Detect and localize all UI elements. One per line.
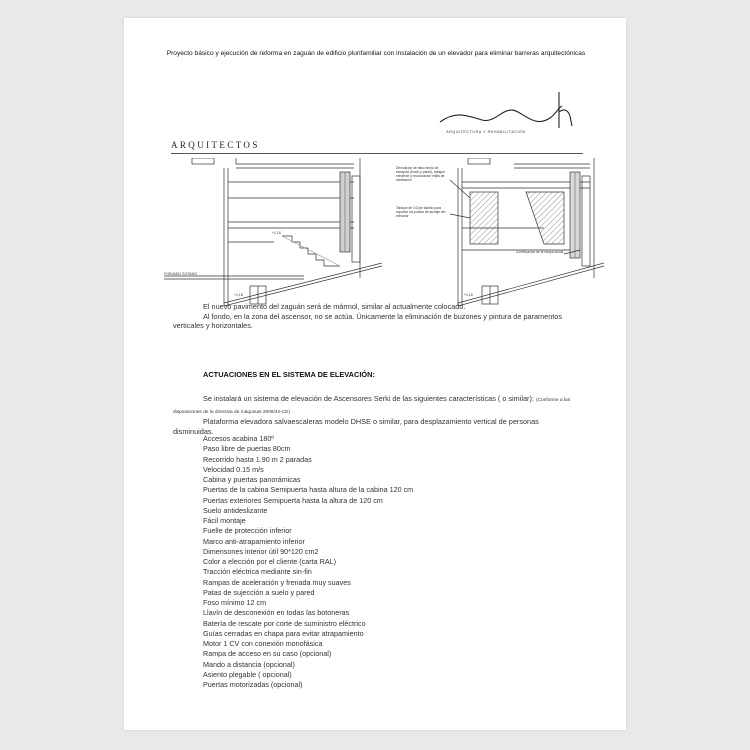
spec-item: Color a elección por el cliente (carta RAL) (203, 557, 337, 566)
document-page (124, 18, 626, 730)
spec-item: Fácil montaje (203, 516, 246, 525)
spec-item: Fuelle de protección inferior (203, 526, 292, 536)
spec-item: Marco anti-atrapamiento inferior (203, 536, 305, 546)
note-rampa: Continuación de la rampa actual (516, 250, 564, 254)
spec-item: Velocidad 0.15 m/s (203, 464, 264, 474)
intro-text: Se instalará un sistema de elevación de Ascensores Serki de las siguientes características ( o similar): (203, 394, 536, 403)
directive-note: (Conforme a las disposiciones de la directiva de máquinas 2006/42-CE) (173, 398, 571, 415)
level-label-right: +1,18 (464, 293, 473, 297)
spec-item: Rampa de acceso en su caso (opcional) (203, 649, 332, 659)
spec-item: Recorrido hasta 1.90 m 2 paradas (203, 454, 312, 464)
spec-item: Tracción eléctrica mediante sin-fin (203, 567, 312, 577)
brand-divider (171, 153, 583, 154)
spec-item: Patas de sujección a suelo y pared (203, 587, 315, 597)
spec-item: Motor 1 CV con conexión monofásica (203, 639, 323, 648)
section-drawing-right (394, 158, 604, 306)
spec-item: Batería de rescate por corte de suministro eléctrico (203, 618, 366, 628)
section-heading: ACTUACIONES EN EL SISTEMA DE ELEVACIÓN: (203, 370, 375, 379)
spec-item: Guías cerradas en chapa para evitar atrapamiento (203, 628, 364, 638)
intro-paragraph-1 (173, 394, 581, 417)
paragraph-pavement: El nuevo pavimento del zaguán será de mármol, similar al actualmente colocado. (203, 302, 466, 311)
spec-item: Asiento plegable ( opcional) (203, 669, 292, 679)
spec-item: Accesos acabina 180º (203, 434, 274, 443)
brand-heading: ARQUITECTOS (171, 140, 260, 150)
spec-item: Llavín de desconexión en todas las botoneras (203, 608, 350, 618)
paragraph-elevator-zone: Al fondo, en la zona del ascensor, no se actúa. Únicamente la eliminación de buzones y pintura de paramentos verticales y horizontales. (173, 311, 562, 331)
pavement-paragraphs (173, 302, 581, 331)
spec-item: Foso mínimo 12 cm (203, 598, 267, 607)
spec-item: Rampas de aceleración y frenada muy suaves (203, 577, 351, 587)
spec-item: Cabina y puertas panorámicas (203, 475, 301, 484)
level-label-left-a: +1,18 (272, 231, 281, 235)
spec-item: Puertas de la cabina Semipuerta hasta altura de la cabina 120 cm (203, 485, 414, 495)
level-label-left-b: +1,18 (234, 293, 243, 297)
spec-item: Dimensones interior útil 90*120 cm2 (203, 546, 319, 556)
note-tabique: Tabique de 1/2 pie ladrillo para soportar los puntos de anclaje del elevador (396, 206, 446, 219)
spec-item: Mando a distancia (opcional) (203, 659, 295, 669)
spec-item: Puertas motorizadas (opcional) (203, 680, 303, 689)
intro-paragraph-2: Plataforma elevadora salvaescaleras modelo DHSE o similar, para desplazamiento vertical de personas disminuidas. (173, 417, 539, 436)
spec-item: Puertas exteriores Semipuerta hasta la altura de 120 cm (203, 495, 383, 505)
section-intro (173, 394, 581, 436)
document-title: Proyecto básico y ejecución de reforma en zaguán de edificio plurifamiliar con instalación de un elevador para eliminar barreras arquitectónicas (166, 50, 586, 57)
note-demolicion: Demolición de falso techo de escayola (fondo y pared), tabique existente y recolocación rejilla de ventilación (396, 166, 445, 183)
spec-item: Paso libre de puertas 80cm (203, 444, 291, 454)
spec-item: Suelo antideslizante (203, 505, 268, 515)
logo-caption: ARQUITECTURA Y REHABILITACIÓN (446, 130, 526, 134)
spec-list (203, 434, 583, 690)
section-drawing-left (164, 158, 382, 306)
label-forjado-sotano: FORJADO SOTANO (164, 272, 198, 276)
